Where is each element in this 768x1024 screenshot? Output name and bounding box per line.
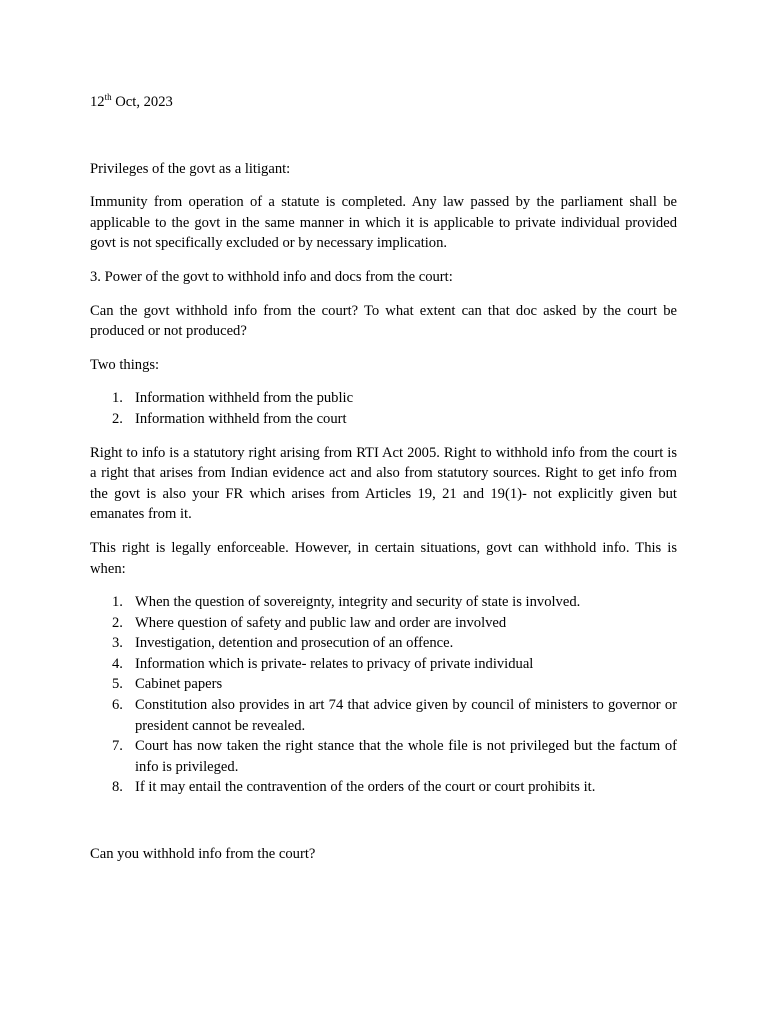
list-number: 6.: [112, 697, 123, 714]
document-page: [90, 92, 677, 878]
list-number: 1.: [112, 594, 123, 611]
list-number: 1.: [112, 390, 123, 407]
list-number: 3.: [112, 635, 123, 652]
list-text: Court has now taken the right stance that the whole file is not privileged but the factum of info is privileged.: [135, 738, 677, 775]
date-day: 12: [90, 94, 105, 110]
paragraph-two-things: Two things:: [90, 356, 160, 373]
list-number: 8.: [112, 779, 123, 796]
list-text: Constitution also provides in art 74 that advice given by council of ministers to governor or president cannot be revealed.: [135, 697, 677, 734]
list-text: Where question of safety and public law and order are involved: [135, 614, 507, 631]
list-item: [90, 674, 677, 695]
date-ordinal-suffix: th: [104, 92, 112, 103]
list-item: [90, 695, 677, 736]
list-item: [90, 633, 677, 654]
paragraph-question: Can the govt withhold info from the court? To what extent can that doc asked by the court be produced or not produced?: [90, 302, 677, 340]
paragraph-power: 3. Power of the govt to withhold info and docs from the court:: [90, 268, 453, 285]
list-text: Investigation, detention and prosecution of an offence.: [135, 635, 454, 652]
list-text: Information withheld from the public: [135, 390, 354, 407]
spacer: [90, 113, 677, 159]
list-text: Information which is private- relates to privacy of private individual: [135, 655, 534, 672]
list-text: Cabinet papers: [135, 676, 223, 693]
list-number: 7.: [112, 738, 123, 755]
list-text: Information withheld from the court: [135, 410, 347, 427]
list-withhold-situations: [90, 592, 677, 798]
list-number: 5.: [112, 676, 123, 693]
list-number: 2.: [112, 410, 123, 427]
list-number: 2.: [112, 614, 123, 631]
list-number: 4.: [112, 655, 123, 672]
document-date: [90, 92, 677, 113]
paragraph-enforceable: This right is legally enforceable. However, in certain situations, govt can withhold info. This is when:: [90, 539, 677, 577]
list-item: [90, 777, 677, 798]
paragraph-right-to-info: Right to info is a statutory right arising from RTI Act 2005. Right to withhold info from the court is a right that arises from Indian evidence act and also from statutory sources. Right to get info from the govt is also your FR which arises from Articles 19, 21 and 19(1)- not explicitly given but emanates from it.: [90, 444, 677, 523]
section-heading: Privileges of the govt as a litigant:: [90, 160, 291, 177]
list-item: [90, 388, 677, 409]
list-text: When the question of sovereignty, integrity and security of state is involved.: [135, 594, 581, 611]
list-text: If it may entail the contravention of the orders of the court or court prohibits it.: [135, 779, 596, 796]
date-month-year: Oct, 2023: [111, 94, 173, 110]
spacer: [90, 811, 677, 844]
list-item: [90, 613, 677, 634]
list-item: [90, 409, 677, 430]
paragraph-immunity: Immunity from operation of a statute is completed. Any law passed by the parliament shall be applicable to the govt in the same manner in which it is applicable to private individual provided govt is not specifically excluded or by necessary implication.: [90, 194, 677, 252]
paragraph-final-question: Can you withhold info from the court?: [90, 846, 316, 863]
list-item: [90, 736, 677, 777]
list-two-things: [90, 388, 677, 429]
list-item: [90, 592, 677, 613]
list-item: [90, 654, 677, 675]
